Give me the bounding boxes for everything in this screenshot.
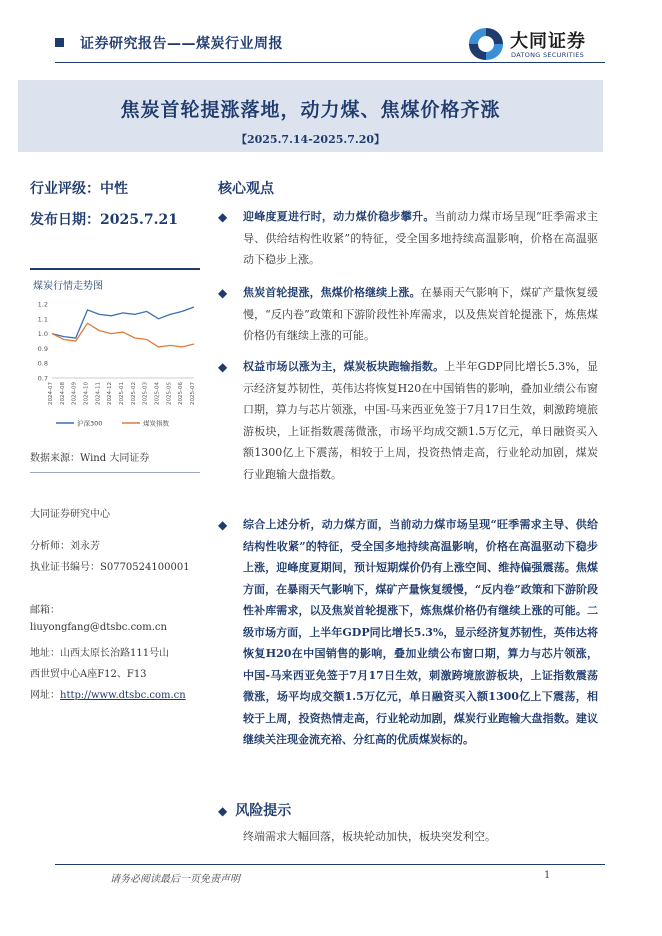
series-line [52, 323, 194, 347]
bullet-lead: 综合上述分析，动力煤方面，当前动力煤市场呈现“旺季需求主导、供给结构性收紧”的特征，受全国多地持续高温影响，价格在高温驱动下稳步上涨，迎峰度夏期间，预计短期煤价仍有上涨空间、维持偏强震荡。焦煤方面，在暴雨天气影响下，煤矿产量恢复缓慢，“反内卷”政策和下游阶段性补库需求，以及焦炭首轮提涨下，炼焦煤价格仍有继续上涨的可能。二级市场方面，上半年GDP同比增长5.3%，显示经济复苏韧性，英伟达将恢复H20在中国销售的影响，叠加业绩公布窗口期，算力与芯片领涨，中国-马来西亚免签于7月17日生效，刺激跨境旅游板块，上证指数震荡微涨，场平均成交额1.5万亿元，单日融资买入额1300亿上下震荡，相较于上周，投资热情走高，行业轮动加剧，煤炭行业跑输大盘指数。建议继续关注现金流充裕、分红高的优质煤炭标的。 [243, 518, 598, 746]
x-tick-label: 2025-04 [154, 382, 161, 405]
logo-english: DATONG SECURITIES [511, 51, 585, 59]
core-view-bullet [218, 206, 598, 271]
website-row [30, 686, 186, 701]
website-link[interactable]: http://www.dtsbc.com.cn [60, 690, 186, 701]
chart-title: 煤炭行情走势图 [33, 281, 103, 292]
x-tick-label: 2024-08 [59, 382, 66, 405]
series-line [52, 307, 194, 338]
email-label: 邮箱： [30, 605, 60, 616]
x-tick-label: 2025-06 [178, 382, 185, 405]
bullet-text: 在暴雨天气影响下，煤矿产量恢复缓慢，“反内卷”政策和下游阶段性补库需求，以及焦炭首轮提涨下，炼焦煤价格仍有继续上涨的可能。 [243, 286, 599, 342]
license-number: 执业证书编号：S0770524100001 [30, 562, 190, 573]
bullet-text: 上半年GDP同比增长5.3%，显示经济复苏韧性，英伟达将恢复H20在中国销售的影响，叠加业绩公布窗口期，算力与芯片领涨，中国-马来西亚免签于7月17日生效，刺激跨境旅游板块，上证指数震荡微涨，市场平均成交额1.5万亿元，单日融资买入额1300亿上下震荡，相较于上周，投资热情走高，行业轮动加剧，煤炭行业跑输大盘指数。 [243, 360, 599, 481]
publish-date: 发布日期：2025.7.21 [30, 212, 178, 228]
diamond-bullet-icon: ◆ [218, 360, 228, 374]
x-tick-label: 2024-09 [71, 382, 78, 405]
logo-name: 大同证券 [510, 31, 586, 52]
chart-source: 数据来源：Wind 大同证券 [30, 453, 150, 464]
title-banner [18, 80, 603, 152]
logo-mark-icon [466, 26, 506, 62]
market-trend-chart [30, 268, 200, 448]
x-tick-label: 2025-01 [119, 382, 125, 405]
chart-canvas [30, 292, 200, 446]
risk-title [218, 800, 291, 820]
y-tick-label: 0.9 [37, 344, 48, 353]
y-tick-label: 0.7 [37, 374, 48, 383]
bullet-text: 当前动力煤市场呈现“旺季需求主导、供给结构性收紧”的特征，受全国多地持续高温影响，价格在高温驱动下稳步上涨。 [243, 210, 598, 266]
sidebar-divider [30, 472, 200, 473]
diamond-bullet-icon: ◆ [218, 518, 228, 532]
header-divider [55, 62, 605, 63]
address-line-2: 西世贸中心A座F12、F13 [30, 669, 147, 680]
risk-title-text: 风险提示 [235, 803, 292, 819]
company-logo [466, 26, 616, 62]
x-tick-label: 2025-05 [166, 382, 173, 405]
report-type-title: 证券研究报告——煤炭行业周报 [80, 36, 283, 52]
x-tick-label: 2025-03 [142, 382, 149, 405]
page-number: 1 [544, 870, 551, 881]
diamond-bullet-icon: ◆ [218, 804, 228, 818]
y-tick-label: 1.0 [37, 330, 48, 339]
x-tick-label: 2025-07 [190, 382, 196, 405]
x-tick-label: 2024-07 [48, 382, 54, 405]
legend-label: 煤炭指数 [143, 419, 169, 428]
legend-label: 沪深300 [77, 419, 103, 428]
research-center: 大同证券研究中心 [30, 509, 110, 520]
risk-text: 终端需求大幅回落，板块轮动加快，板块突发利空。 [243, 830, 496, 843]
analyst-name: 分析师：刘永芳 [30, 541, 100, 552]
footer-divider [55, 864, 605, 865]
core-view-bullet [218, 282, 598, 347]
x-tick-label: 2024-12 [107, 382, 114, 405]
header-square-icon [55, 38, 64, 47]
y-tick-label: 1.2 [37, 300, 48, 309]
diamond-bullet-icon: ◆ [218, 286, 228, 300]
core-view-bullet [218, 514, 598, 751]
x-tick-label: 2024-11 [95, 382, 102, 405]
core-views-title: 核心观点 [218, 181, 274, 197]
core-view-bullet [218, 356, 598, 485]
y-tick-label: 0.8 [37, 359, 48, 368]
y-tick-label: 1.1 [37, 315, 48, 324]
bullet-lead: 焦炭首轮提涨，焦煤价格继续上涨。 [243, 286, 421, 299]
industry-rating: 行业评级：中性 [30, 181, 128, 197]
x-tick-label: 2025-02 [130, 382, 137, 405]
website-label: 网址： [30, 690, 60, 701]
address-line-1: 地址：山西太原长治路111号山 [30, 648, 170, 659]
x-tick-label: 2024-10 [83, 382, 90, 405]
report-title: 焦炭首轮提涨落地，动力煤、焦煤价格齐涨 [120, 99, 501, 121]
diamond-bullet-icon: ◆ [218, 210, 228, 224]
email-address: liuyongfang@dtsbc.com.cn [30, 622, 167, 633]
disclaimer-note: 请务必阅读最后一页免责声明 [110, 874, 240, 885]
bullet-lead: 权益市场以涨为主，煤炭板块跑输指数。 [243, 360, 445, 373]
report-date-range: 【2025.7.14-2025.7.20】 [235, 133, 386, 146]
bullet-lead: 迎峰度夏进行时，动力煤价稳步攀升。 [243, 210, 435, 223]
